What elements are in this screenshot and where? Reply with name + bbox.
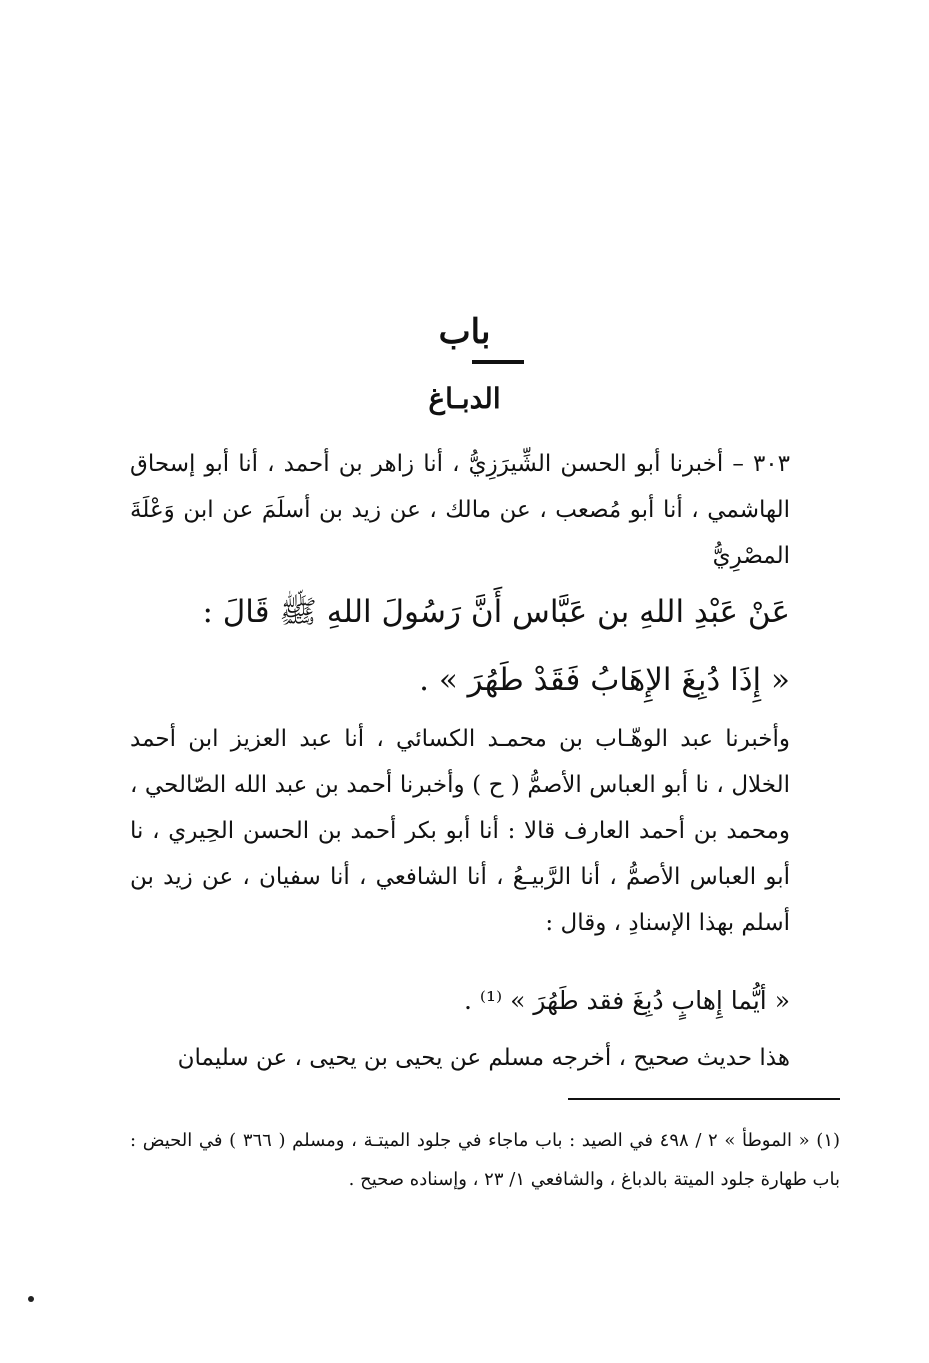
commentary-paragraph: هذا حديث صحيح ، أخرجه مسلم عن يحيى بن يحيى ، عن سليمان [177, 1045, 790, 1071]
scan-speck [28, 1296, 34, 1302]
hadith-text-line-2: « إِذَا دُبِغَ الإِهَابُ فَقَدْ طَهُرَ » . [419, 662, 790, 698]
hadith-text-line-1: عَنْ عَبْدِ اللهِ بن عَبَّاس أَنَّ رَسُولَ اللهِ ﷺ قَالَ : [202, 594, 790, 630]
hadith-text-2: « أيُّما إِهابٍ دُبِغَ فقد طَهُرَ » ⁽¹⁾ . [463, 986, 790, 1015]
isnad-paragraph-2: وأخبرنا عبد الوهّـاب بن محمـد الكسائي ، أنا عبد العزيز ابن أحمد الخلال ، نا أبو العباس الأصمُّ ( ح ) وأخبرنا أحمد بن عبد الله الصّالحي ، ومحمد بن أحمد العارف قالا : أنا أبو بكر أحمد بن الحسن الحِيري ، نا أبو العباس الأصمُّ ، أنا الرَّبيـعُ ، أنا الشافعي ، أنا سفيان ، عن زيد بن أسلم بهذا الإسنادِ ، وقال : [130, 726, 790, 936]
chapter-heading: باب [438, 312, 491, 352]
chapter-title: الدبـاغ [428, 382, 501, 415]
footnote: (١) « الموطأ » ٢ / ٤٩٨ في الصيد : باب ماجاء في جلود الميتـة ، ومسلم ( ٣٦٦ ) في الحيض : باب طهارة جلود الميتة بالدباغ ، والشافعي ١/ ٢٣ ، وإسناده صحيح . [130, 1130, 841, 1190]
heading-underline [472, 360, 524, 364]
isnad-paragraph-1: ٣٠٣ – أخبرنا أبو الحسن الشِّيرَزِيُّ ، أنا زاهر بن أحمد ، أنا أبو إسحاق الهاشمي ، أنا أبو مُصعب ، عن مالك ، عن زيد بن أسلَمَ عن ابن وَعْلَةَ المصْرِيُّ [130, 451, 790, 569]
footnote-separator [568, 1098, 840, 1100]
